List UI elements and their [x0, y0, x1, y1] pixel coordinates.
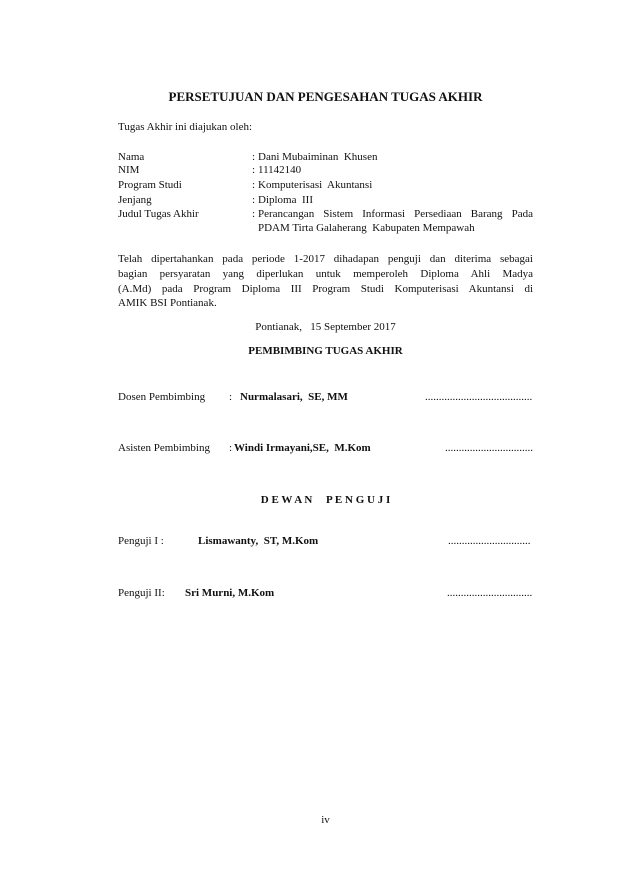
field-separator: : [252, 151, 256, 163]
examiner-name: Sri Murni, M.Kom [185, 587, 275, 599]
advisor-separator: : [229, 391, 233, 403]
advisor-separator: : [229, 442, 233, 454]
field-label: Program Studi [118, 179, 182, 191]
field-label: Judul Tugas Akhir [118, 208, 199, 220]
examiner-role: Penguji I : [118, 535, 164, 547]
advisor-name: Windi Irmayani,SE, M.Kom [234, 442, 371, 454]
field-separator: : [252, 164, 256, 176]
statement-line: (A.Md) pada Program Diploma III Program Studi Komputerisasi Akuntansi di [118, 283, 533, 295]
signature-line: ....................................... [425, 391, 533, 403]
field-label: Jenjang [118, 194, 152, 206]
field-value: Dani Mubaiminan Khusen [258, 151, 378, 163]
place-date: Pontianak, 15 September 2017 [255, 321, 396, 333]
signature-line: ................................ [445, 442, 533, 454]
statement-line: bagian persyaratan yang diperlukan untuk memperoleh Diploma Ahli Madya [118, 268, 533, 280]
signature-line: ............................... [447, 587, 533, 599]
field-label: Nama [118, 151, 145, 163]
page-number: iv [321, 814, 330, 826]
document-title: PERSETUJUAN DAN PENGESAHAN TUGAS AKHIR [168, 89, 483, 104]
field-value: Perancangan Sistem Informasi Persediaan Barang Pada [258, 208, 533, 220]
field-label: NIM [118, 164, 140, 176]
advisor-name: Nurmalasari, SE, MM [240, 391, 348, 403]
field-separator: : [252, 208, 256, 220]
signature-line: .............................. [448, 535, 531, 547]
field-value-continued: PDAM Tirta Galaherang Kabupaten Mempawah [258, 222, 475, 234]
statement-line: AMIK BSI Pontianak. [118, 297, 217, 309]
examiner-role: Penguji II: [118, 587, 165, 599]
field-value: Diploma III [258, 194, 313, 206]
statement-line: Telah dipertahankan pada periode 1-2017 dihadapan penguji dan diterima sebagai [118, 253, 533, 265]
advisor-role: Asisten Pembimbing [118, 442, 210, 454]
intro-text: Tugas Akhir ini diajukan oleh: [118, 121, 253, 133]
advisor-role: Dosen Pembimbing [118, 391, 206, 403]
field-separator: : [252, 194, 256, 206]
examiner-name: Lismawanty, ST, M.Kom [198, 535, 319, 547]
examiners-heading: D E W A N P E N G U J I [260, 494, 391, 506]
field-separator: : [252, 179, 256, 191]
advisors-heading: PEMBIMBING TUGAS AKHIR [248, 345, 403, 357]
field-value: 11142140 [258, 164, 302, 176]
field-value: Komputerisasi Akuntansi [258, 179, 373, 191]
